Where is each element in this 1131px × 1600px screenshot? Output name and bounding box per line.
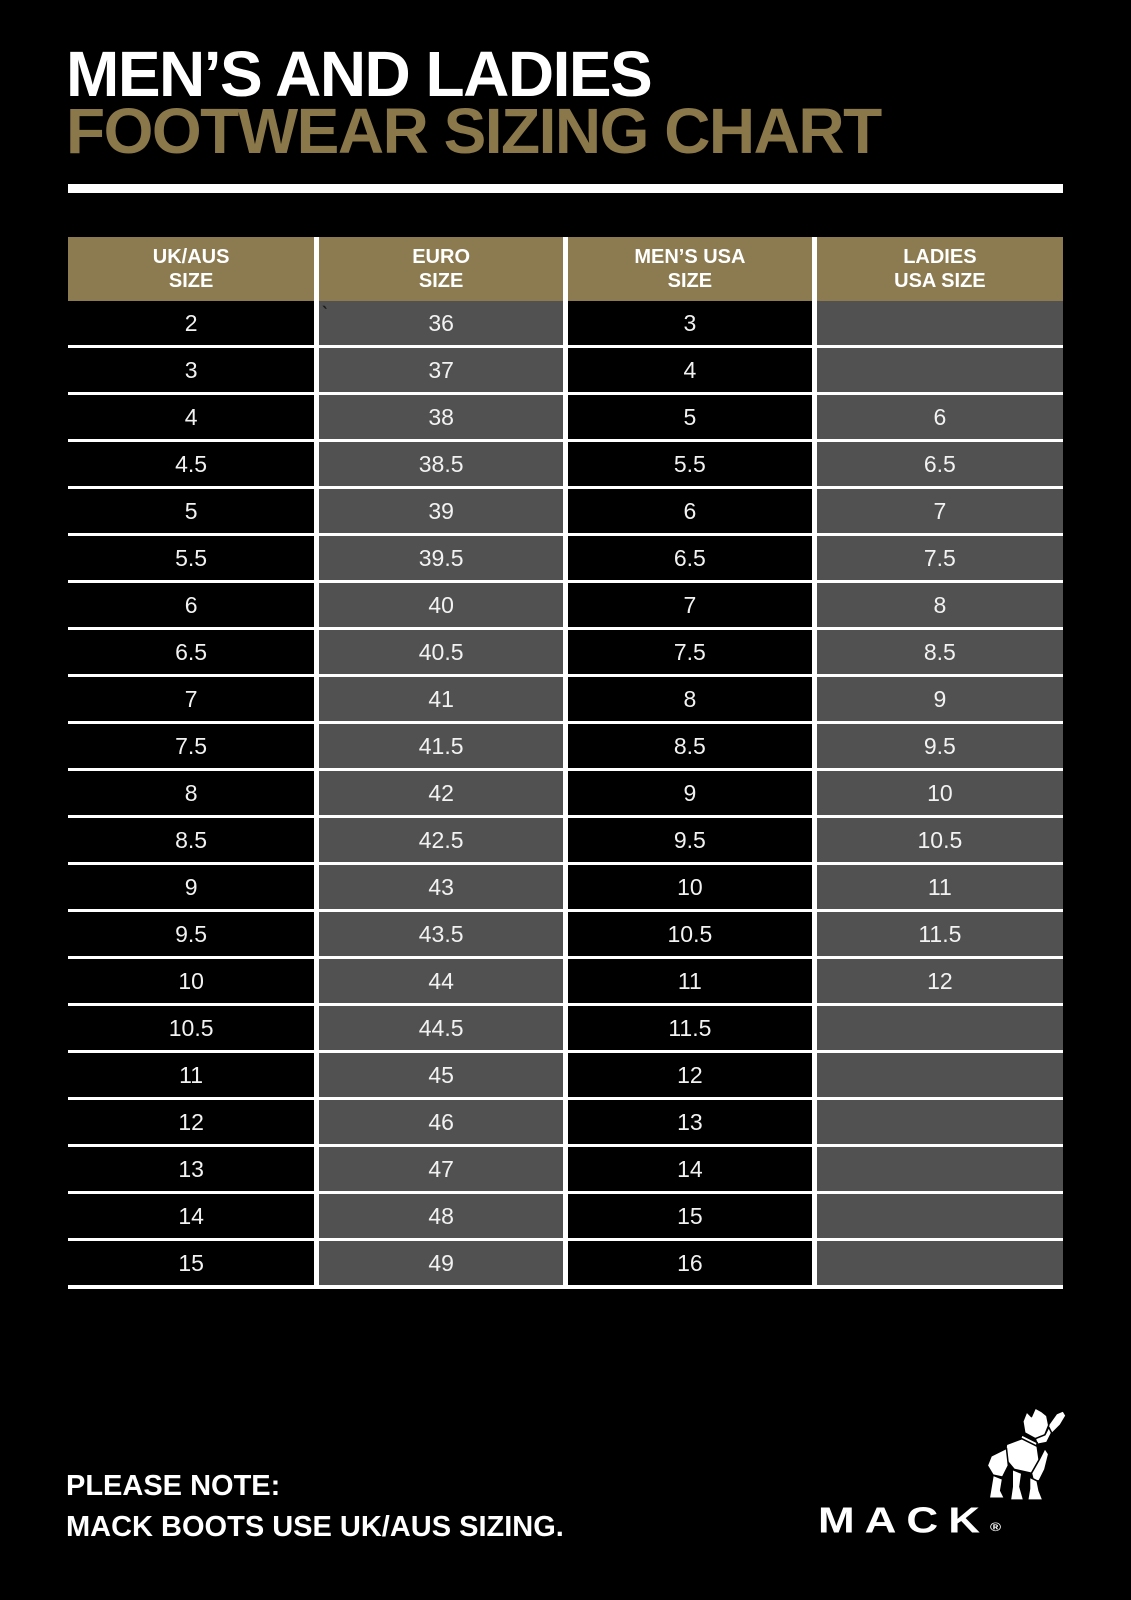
size-cell: 16 xyxy=(566,1240,815,1288)
size-cell: 10 xyxy=(566,864,815,911)
size-cell: 7.5 xyxy=(814,535,1063,582)
size-cell: 9.5 xyxy=(68,911,317,958)
size-cell: 9 xyxy=(566,770,815,817)
size-cell xyxy=(814,347,1063,394)
size-cell: 5 xyxy=(68,488,317,535)
size-cell: 10 xyxy=(68,958,317,1005)
size-cell: 5.5 xyxy=(68,535,317,582)
size-cell: 6.5 xyxy=(566,535,815,582)
table-row xyxy=(68,394,1063,441)
size-cell: 8 xyxy=(814,582,1063,629)
size-cell: 7.5 xyxy=(566,629,815,676)
page-title xyxy=(66,38,881,167)
size-cell: 14 xyxy=(68,1193,317,1240)
size-cell: 39.5 xyxy=(317,535,566,582)
mack-bulldog-icon xyxy=(968,1406,1068,1504)
size-cell: 2 xyxy=(68,301,317,347)
size-cell: 9.5 xyxy=(814,723,1063,770)
header-label-line: SIZE xyxy=(667,270,713,292)
size-cell: 43.5 xyxy=(317,911,566,958)
size-cell: 7.5 xyxy=(68,723,317,770)
size-cell: 37 xyxy=(317,347,566,394)
size-cell xyxy=(814,1240,1063,1288)
size-cell: 42 xyxy=(317,770,566,817)
sizing-table xyxy=(68,237,1063,1289)
table-row xyxy=(68,488,1063,535)
size-cell: 46 xyxy=(317,1099,566,1146)
size-cell: 41 xyxy=(317,676,566,723)
table-row xyxy=(68,770,1063,817)
size-cell: 8.5 xyxy=(566,723,815,770)
size-cell: 39 xyxy=(317,488,566,535)
header-label-line: SIZE xyxy=(168,270,214,292)
size-cell: 11.5 xyxy=(566,1005,815,1052)
size-cell: 3 xyxy=(566,301,815,347)
table-row xyxy=(68,723,1063,770)
table-row xyxy=(68,1193,1063,1240)
header-label-line: LADIES xyxy=(903,246,977,268)
table-row xyxy=(68,864,1063,911)
size-cell: 11.5 xyxy=(814,911,1063,958)
table-row xyxy=(68,1099,1063,1146)
size-cell: 14 xyxy=(566,1146,815,1193)
table-row xyxy=(68,1146,1063,1193)
size-cell: 13 xyxy=(566,1099,815,1146)
size-cell xyxy=(814,301,1063,347)
size-cell: 11 xyxy=(814,864,1063,911)
size-cell: 38 xyxy=(317,394,566,441)
table-row xyxy=(68,582,1063,629)
size-cell: 4.5 xyxy=(68,441,317,488)
header-label-line: EURO xyxy=(412,246,471,268)
size-cell: 6.5 xyxy=(814,441,1063,488)
size-cell: 10 xyxy=(814,770,1063,817)
size-cell: 12 xyxy=(814,958,1063,1005)
size-cell: 8.5 xyxy=(68,817,317,864)
size-cell: 7 xyxy=(68,676,317,723)
size-cell: 15 xyxy=(68,1240,317,1288)
size-cell: 8.5 xyxy=(814,629,1063,676)
size-cell: 9 xyxy=(814,676,1063,723)
size-cell: 40 xyxy=(317,582,566,629)
size-cell: 6 xyxy=(68,582,317,629)
size-cell: 12 xyxy=(566,1052,815,1099)
size-cell xyxy=(814,1193,1063,1240)
title-underline xyxy=(68,184,1063,193)
header-label-line: USA SIZE xyxy=(894,270,986,292)
table-header xyxy=(68,237,1063,301)
table-row xyxy=(68,1005,1063,1052)
table-row xyxy=(68,347,1063,394)
table-row xyxy=(68,301,1063,347)
stray-mark: ` xyxy=(319,302,329,324)
note-line-2: MACK BOOTS USE UK/AUS SIZING. xyxy=(66,1511,564,1543)
size-cell: 7 xyxy=(566,582,815,629)
size-cell: 4 xyxy=(68,394,317,441)
size-cell: 13 xyxy=(68,1146,317,1193)
title-line-2: FOOTWEAR SIZING CHART xyxy=(66,95,881,167)
mack-logo xyxy=(818,1400,1070,1545)
header-mens-usa-size xyxy=(566,237,815,301)
size-cell: 47 xyxy=(317,1146,566,1193)
size-cell: 12 xyxy=(68,1099,317,1146)
size-cell: 10.5 xyxy=(814,817,1063,864)
table-row xyxy=(68,676,1063,723)
size-cell: 7 xyxy=(814,488,1063,535)
table-row xyxy=(68,958,1063,1005)
size-cell: 49 xyxy=(317,1240,566,1288)
size-cell: 36 xyxy=(317,301,566,347)
size-cell: 15 xyxy=(566,1193,815,1240)
header-label-line: SIZE xyxy=(418,270,464,292)
size-cell: 6 xyxy=(814,394,1063,441)
header-label-line: UK/AUS xyxy=(152,246,230,268)
size-cell xyxy=(814,1052,1063,1099)
size-cell: 44 xyxy=(317,958,566,1005)
size-cell xyxy=(814,1099,1063,1146)
size-cell: 48 xyxy=(317,1193,566,1240)
size-cell: 40.5 xyxy=(317,629,566,676)
table-row xyxy=(68,911,1063,958)
size-cell: 6.5 xyxy=(68,629,317,676)
registered-mark-icon: ® xyxy=(989,1520,1002,1535)
header-ladies-usa-size xyxy=(814,237,1063,301)
size-cell: 45 xyxy=(317,1052,566,1099)
size-cell: 3 xyxy=(68,347,317,394)
table-row xyxy=(68,1240,1063,1288)
size-cell: 8 xyxy=(68,770,317,817)
size-cell: 5.5 xyxy=(566,441,815,488)
size-cell xyxy=(814,1146,1063,1193)
size-cell: 43 xyxy=(317,864,566,911)
mack-wordmark-text: MACK xyxy=(818,1500,990,1541)
table-row xyxy=(68,629,1063,676)
note-line-1: PLEASE NOTE: xyxy=(66,1470,281,1502)
size-cell: 5 xyxy=(566,394,815,441)
size-cell: 11 xyxy=(68,1052,317,1099)
table-row xyxy=(68,817,1063,864)
size-cell: 42.5 xyxy=(317,817,566,864)
header-euro-size xyxy=(317,237,566,301)
size-cell: 44.5 xyxy=(317,1005,566,1052)
size-cell: 6 xyxy=(566,488,815,535)
footer-note xyxy=(66,1466,564,1548)
size-cell: 8 xyxy=(566,676,815,723)
title-line-1: MEN’S AND LADIES xyxy=(66,38,652,110)
size-cell: 10.5 xyxy=(566,911,815,958)
size-cell: 41.5 xyxy=(317,723,566,770)
table-row xyxy=(68,441,1063,488)
header-label-line: MEN’S USA xyxy=(634,246,746,268)
header-uk-aus-size xyxy=(68,237,317,301)
size-cell: 9.5 xyxy=(566,817,815,864)
size-cell: 9 xyxy=(68,864,317,911)
table-row xyxy=(68,1052,1063,1099)
size-cell: 38.5 xyxy=(317,441,566,488)
mack-wordmark xyxy=(818,1500,1002,1541)
size-cell: 11 xyxy=(566,958,815,1005)
table-body xyxy=(68,301,1063,1287)
size-cell: 4 xyxy=(566,347,815,394)
size-cell xyxy=(814,1005,1063,1052)
size-cell: 10.5 xyxy=(68,1005,317,1052)
header-row xyxy=(68,237,1063,301)
table-row xyxy=(68,535,1063,582)
